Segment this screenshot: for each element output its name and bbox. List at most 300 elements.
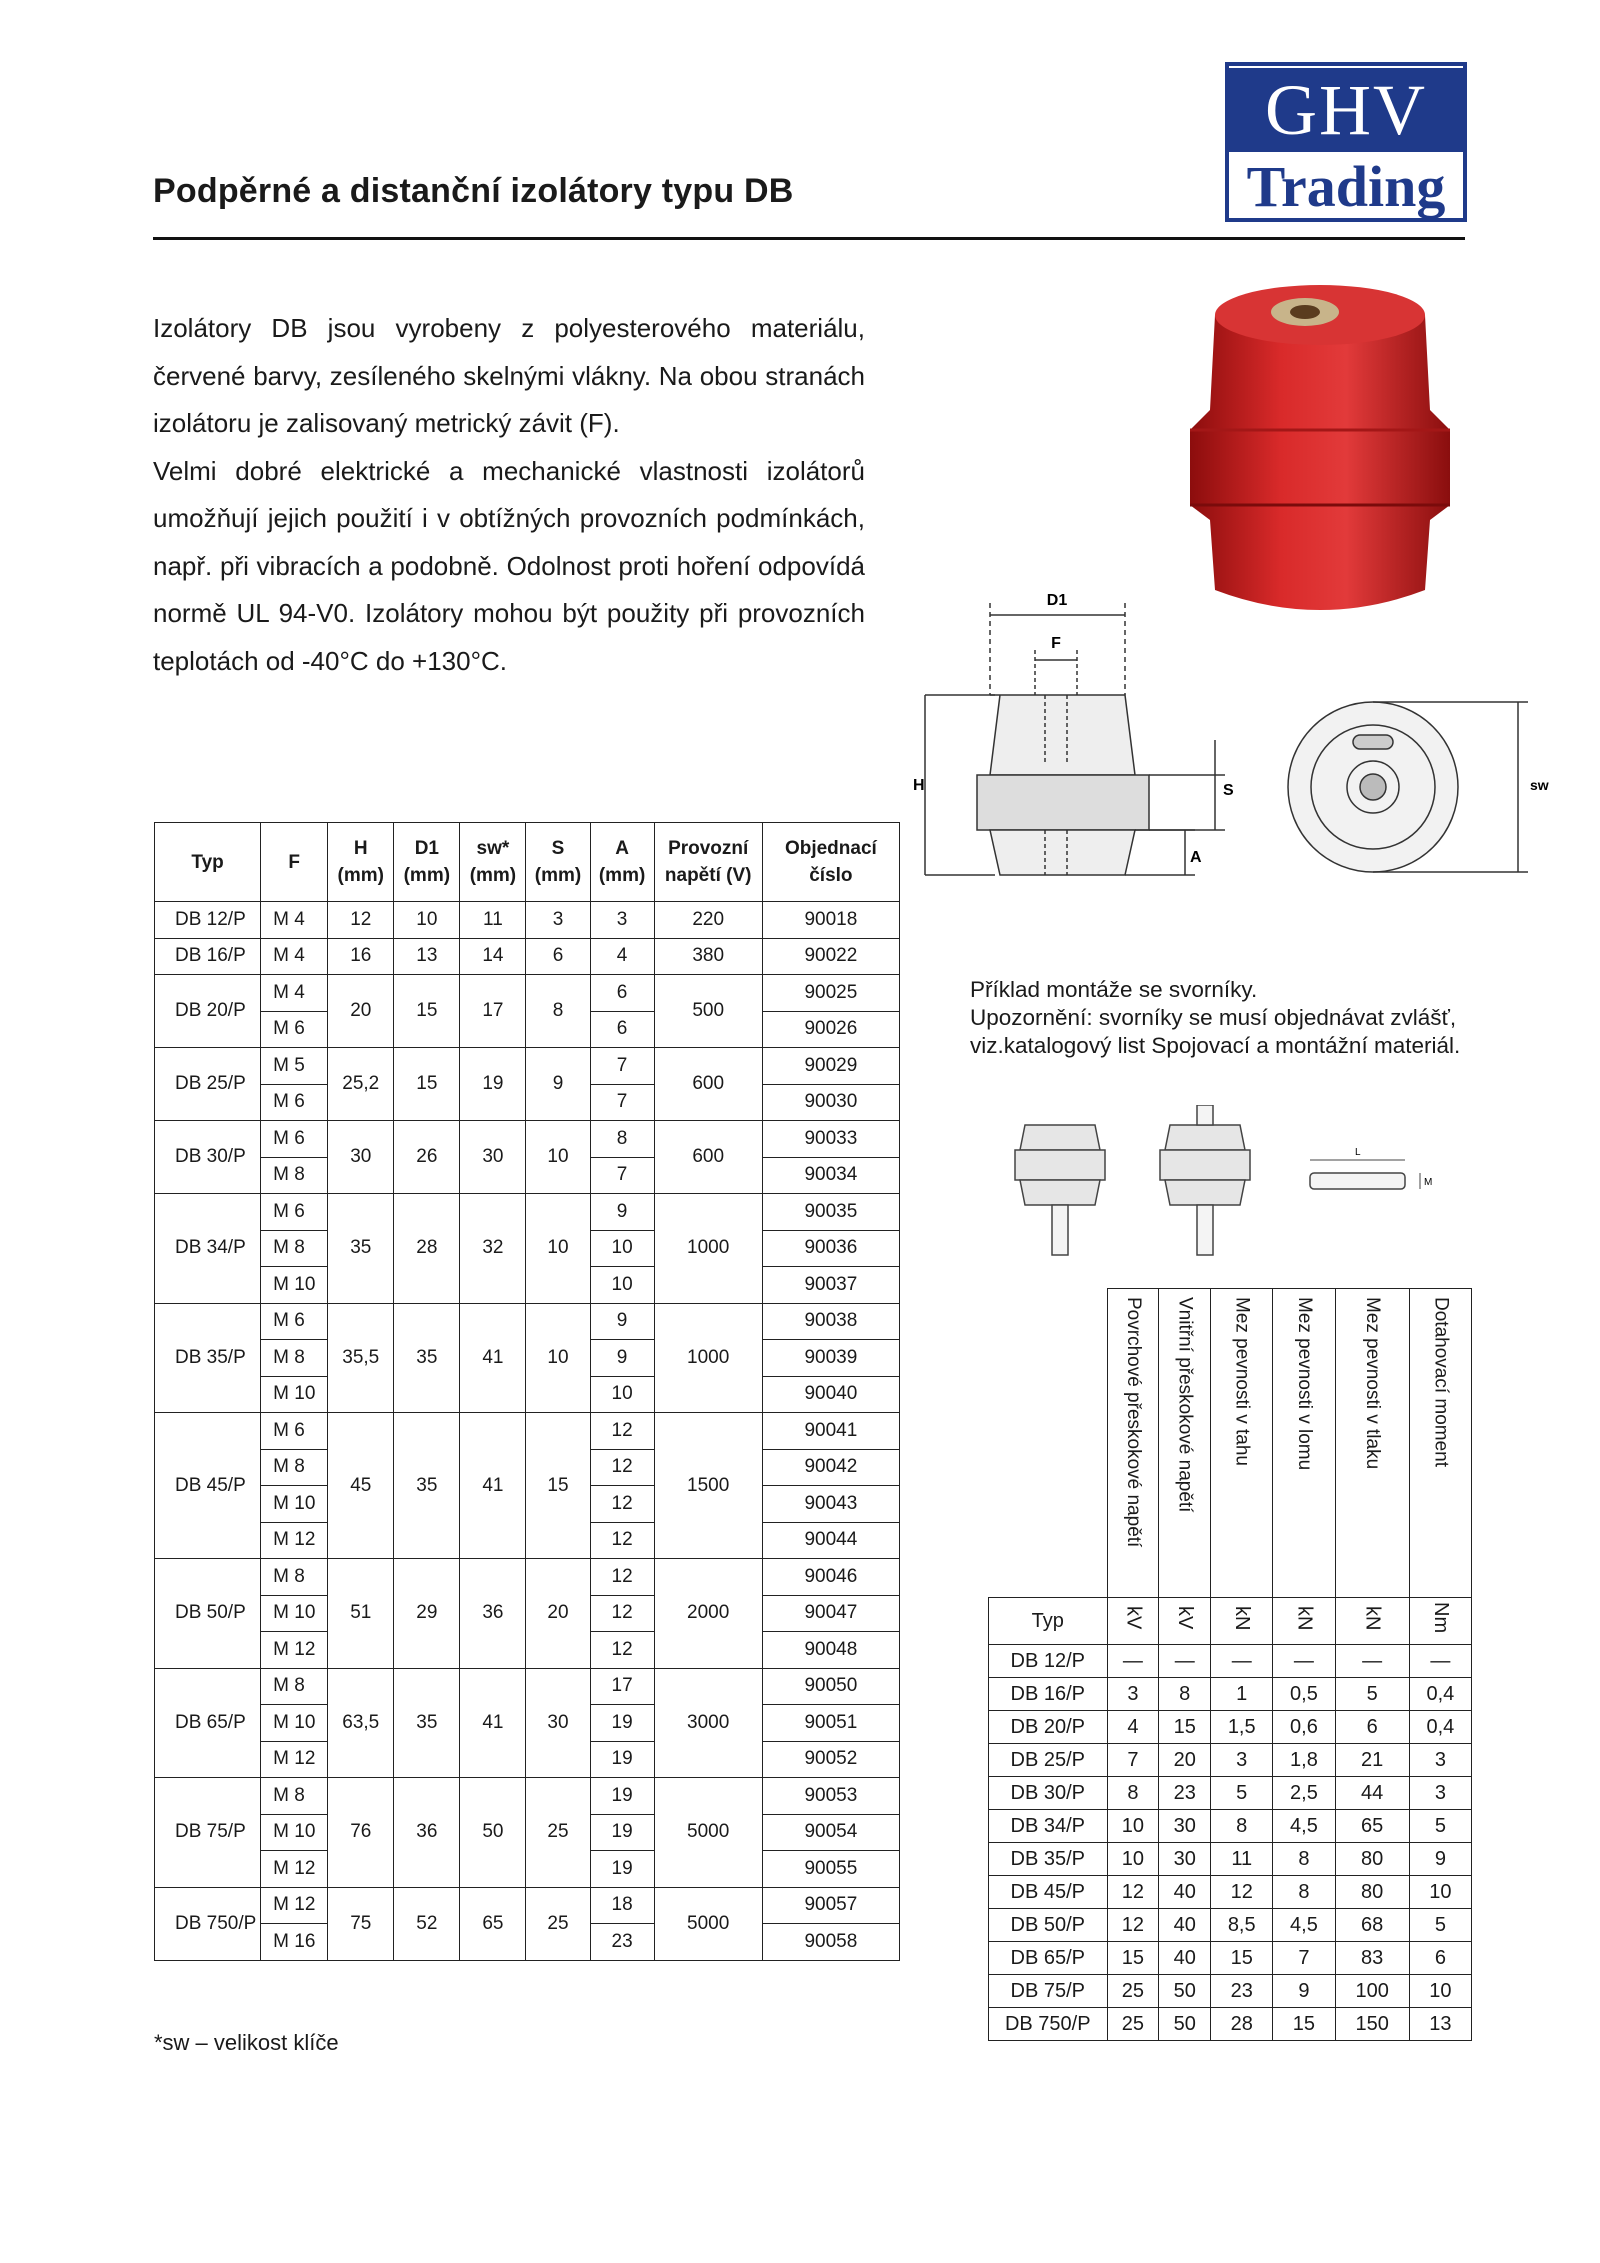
sec-cell-value: 23 — [1211, 1975, 1273, 2008]
cell-thread: M 6 — [261, 1303, 328, 1340]
sec-table-row — [989, 1810, 1472, 1843]
cell-a: 9 — [590, 1194, 654, 1231]
sec-cell-value: 8 — [1273, 1843, 1335, 1876]
cell-a: 8 — [590, 1121, 654, 1158]
bolt-label-m: M — [1424, 1177, 1433, 1188]
cell-order-number: 90057 — [762, 1887, 899, 1924]
cell-h: 16 — [328, 938, 394, 975]
table-row — [155, 938, 900, 975]
sec-cell-value: 0,4 — [1409, 1711, 1471, 1744]
cell-a: 6 — [590, 1011, 654, 1048]
sec-cell-value: — — [1335, 1645, 1409, 1678]
sec-cell-value: 8 — [1159, 1678, 1211, 1711]
sec-unit: kN — [1273, 1598, 1335, 1645]
cell-a: 12 — [590, 1632, 654, 1669]
bolt-label-l: L — [1355, 1147, 1361, 1158]
header-a: A (mm) — [590, 823, 654, 902]
cell-a: 4 — [590, 938, 654, 975]
cell-thread: M 6 — [261, 1121, 328, 1158]
cell-voltage: 380 — [654, 938, 762, 975]
cell-typ: DB 65/P — [155, 1668, 261, 1778]
cell-a: 6 — [590, 975, 654, 1012]
cell-a: 7 — [590, 1084, 654, 1121]
cell-h: 75 — [328, 1887, 394, 1960]
header-d1: D1 (mm) — [394, 823, 460, 902]
table-row — [155, 1048, 900, 1085]
cell-a: 12 — [590, 1486, 654, 1523]
cell-h: 20 — [328, 975, 394, 1048]
cell-order-number: 90058 — [762, 1924, 899, 1961]
sec-header-bending-strength: Mez pevnosti v lomu — [1273, 1289, 1335, 1598]
label-d1: D1 — [1046, 592, 1068, 609]
cell-typ: DB 45/P — [155, 1413, 261, 1559]
sec-cell-value: 15 — [1211, 1942, 1273, 1975]
cell-voltage: 220 — [654, 902, 762, 939]
cell-d1: 36 — [394, 1778, 460, 1888]
cell-thread: M 6 — [261, 1011, 328, 1048]
cell-thread: M 5 — [261, 1048, 328, 1085]
cell-d1: 15 — [394, 1048, 460, 1121]
sec-cell-value: 100 — [1335, 1975, 1409, 2008]
cell-thread: M 10 — [261, 1705, 328, 1742]
cell-h: 76 — [328, 1778, 394, 1888]
header-order-number: Objednací číslo — [762, 823, 899, 902]
cell-thread: M 12 — [261, 1851, 328, 1888]
cell-d1: 13 — [394, 938, 460, 975]
table-row — [155, 975, 900, 1012]
sec-header-internal-flashover: Vnitřní přeskokové napětí — [1159, 1289, 1211, 1598]
intro-paragraph-2: Velmi dobré elektrické a mechanické vlastnosti izolátorů umožňují jejich použití i v obtížných provozních podmínkách, např. při vibracích a podobně. Odolnost proti hoření odpovídá normě UL 94-V0. Izolátory mohou být použity při provozních teplotách od -40°C do +130°C. — [153, 455, 865, 676]
table-row — [155, 1778, 900, 1815]
sec-cell-value: 1 — [1211, 1678, 1273, 1711]
sec-cell-value: 1,5 — [1211, 1711, 1273, 1744]
cell-voltage: 600 — [654, 1048, 762, 1121]
label-h: H — [913, 777, 925, 794]
cell-a: 9 — [590, 1303, 654, 1340]
sec-cell-value: 6 — [1409, 1942, 1471, 1975]
top-view-drawing — [1268, 690, 1568, 890]
company-logo — [1225, 62, 1467, 222]
cell-a: 7 — [590, 1048, 654, 1085]
cell-thread: M 4 — [261, 975, 328, 1012]
sec-table-row — [989, 1744, 1472, 1777]
cell-sw: 11 — [460, 902, 526, 939]
sec-cell-value: 8 — [1273, 1876, 1335, 1909]
cell-order-number: 90039 — [762, 1340, 899, 1377]
cell-voltage: 500 — [654, 975, 762, 1048]
sec-cell-value: 83 — [1335, 1942, 1409, 1975]
cell-thread: M 8 — [261, 1559, 328, 1596]
sec-cell-typ: DB 35/P — [989, 1843, 1108, 1876]
cell-a: 17 — [590, 1668, 654, 1705]
cell-thread: M 10 — [261, 1267, 328, 1304]
cell-order-number: 90029 — [762, 1048, 899, 1085]
sec-cell-value: 15 — [1107, 1942, 1159, 1975]
cell-a: 10 — [590, 1230, 654, 1267]
sec-cell-value: 28 — [1211, 2008, 1273, 2041]
cell-order-number: 90034 — [762, 1157, 899, 1194]
cell-thread: M 10 — [261, 1376, 328, 1413]
sec-header-tightening-torque: Dotahovací moment — [1409, 1289, 1471, 1598]
header-voltage: Provozní napětí (V) — [654, 823, 762, 902]
table-row — [155, 1303, 900, 1340]
sec-cell-value: 5 — [1409, 1810, 1471, 1843]
sec-cell-value: 23 — [1159, 1777, 1211, 1810]
cell-order-number: 90040 — [762, 1376, 899, 1413]
sec-cell-value: 80 — [1335, 1843, 1409, 1876]
header-s: S (mm) — [526, 823, 590, 902]
sec-cell-value: 15 — [1159, 1711, 1211, 1744]
cell-d1: 15 — [394, 975, 460, 1048]
sec-cell-value: 0,4 — [1409, 1678, 1471, 1711]
cell-typ: DB 75/P — [155, 1778, 261, 1888]
cell-sw: 41 — [460, 1668, 526, 1778]
intro-text — [153, 305, 865, 685]
sec-cell-value: 0,6 — [1273, 1711, 1335, 1744]
sec-cell-value: 12 — [1107, 1876, 1159, 1909]
side-view-drawing — [905, 585, 1245, 895]
cell-order-number: 90035 — [762, 1194, 899, 1231]
sec-header-compressive-strength: Mez pevnosti v tlaku — [1335, 1289, 1409, 1598]
cell-thread: M 12 — [261, 1887, 328, 1924]
sec-cell-typ: DB 50/P — [989, 1909, 1108, 1942]
mounting-note-line-2: Upozornění: svorníky se musí objednávat zvlášť, — [970, 1005, 1457, 1030]
cell-a: 12 — [590, 1595, 654, 1632]
cell-d1: 10 — [394, 902, 460, 939]
sec-cell-value: 3 — [1409, 1744, 1471, 1777]
cell-a: 19 — [590, 1851, 654, 1888]
cell-h: 45 — [328, 1413, 394, 1559]
cell-thread: M 10 — [261, 1595, 328, 1632]
cell-s: 25 — [526, 1778, 590, 1888]
cell-a: 19 — [590, 1778, 654, 1815]
header-h: H (mm) — [328, 823, 394, 902]
cell-thread: M 10 — [261, 1486, 328, 1523]
cell-thread: M 10 — [261, 1814, 328, 1851]
sec-unit: kN — [1335, 1598, 1409, 1645]
sec-header-typ: Typ — [989, 1598, 1108, 1645]
sec-cell-value: 65 — [1335, 1810, 1409, 1843]
cell-d1: 52 — [394, 1887, 460, 1960]
cell-voltage: 1000 — [654, 1194, 762, 1304]
cell-voltage: 2000 — [654, 1559, 762, 1669]
sec-unit: kV — [1107, 1598, 1159, 1645]
sec-cell-value: 10 — [1409, 1876, 1471, 1909]
header-f: F — [261, 823, 328, 902]
page-title: Podpěrné a distanční izolátory typu DB — [153, 172, 794, 210]
sec-cell-value: — — [1211, 1645, 1273, 1678]
cell-h: 35 — [328, 1194, 394, 1304]
sec-cell-value: 3 — [1409, 1777, 1471, 1810]
cell-order-number: 90055 — [762, 1851, 899, 1888]
cell-voltage: 1000 — [654, 1303, 762, 1413]
cell-order-number: 90038 — [762, 1303, 899, 1340]
cell-thread: M 16 — [261, 1924, 328, 1961]
footnote: *sw – velikost klíče — [154, 2030, 339, 2055]
cell-order-number: 90033 — [762, 1121, 899, 1158]
sec-cell-value: 68 — [1335, 1909, 1409, 1942]
cell-s: 10 — [526, 1121, 590, 1194]
sec-cell-value: 30 — [1159, 1843, 1211, 1876]
cell-order-number: 90030 — [762, 1084, 899, 1121]
sec-table-row — [989, 1843, 1472, 1876]
cell-a: 3 — [590, 902, 654, 939]
sec-header-blank — [989, 1289, 1108, 1598]
cell-sw: 30 — [460, 1121, 526, 1194]
sec-cell-typ: DB 75/P — [989, 1975, 1108, 2008]
cell-a: 19 — [590, 1705, 654, 1742]
sec-cell-value: 25 — [1107, 1975, 1159, 2008]
sec-cell-value: 10 — [1107, 1843, 1159, 1876]
sec-cell-value: 8 — [1211, 1810, 1273, 1843]
cell-sw: 50 — [460, 1778, 526, 1888]
sec-cell-value: 8,5 — [1211, 1909, 1273, 1942]
table-row — [155, 1559, 900, 1596]
cell-thread: M 8 — [261, 1449, 328, 1486]
cell-s: 10 — [526, 1303, 590, 1413]
cell-thread: M 6 — [261, 1194, 328, 1231]
cell-s: 25 — [526, 1887, 590, 1960]
cell-thread: M 12 — [261, 1522, 328, 1559]
cell-thread: M 8 — [261, 1340, 328, 1377]
cell-h: 30 — [328, 1121, 394, 1194]
cell-sw: 36 — [460, 1559, 526, 1669]
cell-a: 9 — [590, 1340, 654, 1377]
cell-s: 9 — [526, 1048, 590, 1121]
sec-table-row — [989, 2008, 1472, 2041]
table-row — [155, 1413, 900, 1450]
cell-order-number: 90042 — [762, 1449, 899, 1486]
sec-unit-row — [989, 1598, 1472, 1645]
cell-s: 15 — [526, 1413, 590, 1559]
cell-voltage: 1500 — [654, 1413, 762, 1559]
cell-a: 12 — [590, 1413, 654, 1450]
cell-typ: DB 35/P — [155, 1303, 261, 1413]
sec-cell-typ: DB 30/P — [989, 1777, 1108, 1810]
sec-table-row — [989, 1777, 1472, 1810]
sec-cell-value: — — [1107, 1645, 1159, 1678]
sec-table-row — [989, 1942, 1472, 1975]
sec-table-row — [989, 1711, 1472, 1744]
cell-a: 12 — [590, 1449, 654, 1486]
cell-a: 12 — [590, 1522, 654, 1559]
sec-cell-value: 4,5 — [1273, 1909, 1335, 1942]
cell-typ: DB 25/P — [155, 1048, 261, 1121]
cell-order-number: 90025 — [762, 975, 899, 1012]
cell-h: 63,5 — [328, 1668, 394, 1778]
sec-cell-typ: DB 65/P — [989, 1942, 1108, 1975]
sec-cell-value: 12 — [1107, 1909, 1159, 1942]
sec-cell-value: 40 — [1159, 1942, 1211, 1975]
sec-table-row — [989, 1975, 1472, 2008]
cell-thread: M 8 — [261, 1668, 328, 1705]
cell-thread: M 8 — [261, 1778, 328, 1815]
cell-order-number: 90044 — [762, 1522, 899, 1559]
sec-cell-value: 15 — [1273, 2008, 1335, 2041]
label-a: A — [1190, 849, 1202, 866]
sec-cell-value: 21 — [1335, 1744, 1409, 1777]
cell-sw: 32 — [460, 1194, 526, 1304]
intro-paragraph-1: Izolátory DB jsou vyrobeny z polyesterového materiálu, červené barvy, zesíleného skelnými vlákny. Na obou stranách izolátoru je zalisovaný metrický závit (F). — [153, 313, 865, 438]
cell-typ: DB 50/P — [155, 1559, 261, 1669]
cell-a: 19 — [590, 1814, 654, 1851]
cell-thread: M 12 — [261, 1632, 328, 1669]
mounting-note-line-3: viz.katalogový list Spojovací a montážní materiál. — [970, 1033, 1461, 1058]
cell-thread: M 8 — [261, 1230, 328, 1267]
dimensions-table-body — [155, 902, 900, 1961]
cell-s: 3 — [526, 902, 590, 939]
mounting-illustration — [1010, 1105, 1450, 1265]
cell-typ: DB 34/P — [155, 1194, 261, 1304]
cell-d1: 29 — [394, 1559, 460, 1669]
table-row — [155, 902, 900, 939]
sec-cell-value: 6 — [1335, 1711, 1409, 1744]
cell-a: 10 — [590, 1267, 654, 1304]
sec-table-row — [989, 1645, 1472, 1678]
sec-cell-typ: DB 25/P — [989, 1744, 1108, 1777]
cell-s: 8 — [526, 975, 590, 1048]
cell-order-number: 90047 — [762, 1595, 899, 1632]
cell-a: 23 — [590, 1924, 654, 1961]
logo-text-top: GHV — [1229, 68, 1463, 152]
sec-cell-value: 40 — [1159, 1909, 1211, 1942]
sec-cell-value: 9 — [1273, 1975, 1335, 2008]
cell-voltage: 5000 — [654, 1778, 762, 1888]
cell-s: 10 — [526, 1194, 590, 1304]
cell-a: 18 — [590, 1887, 654, 1924]
cell-a: 10 — [590, 1376, 654, 1413]
cell-thread: M 6 — [261, 1413, 328, 1450]
cell-voltage: 5000 — [654, 1887, 762, 1960]
sec-cell-value: 3 — [1211, 1744, 1273, 1777]
cell-order-number: 90054 — [762, 1814, 899, 1851]
dimensions-table — [154, 822, 900, 1961]
sec-cell-typ: DB 750/P — [989, 2008, 1108, 2041]
cell-sw: 17 — [460, 975, 526, 1048]
sec-cell-value: 5 — [1335, 1678, 1409, 1711]
cell-order-number: 90037 — [762, 1267, 899, 1304]
sec-cell-value: 2,5 — [1273, 1777, 1335, 1810]
cell-typ: DB 20/P — [155, 975, 261, 1048]
sec-cell-value: 50 — [1159, 2008, 1211, 2041]
cell-thread: M 6 — [261, 1084, 328, 1121]
cell-d1: 35 — [394, 1668, 460, 1778]
cell-sw: 41 — [460, 1413, 526, 1559]
sec-cell-typ: DB 45/P — [989, 1876, 1108, 1909]
cell-thread: M 12 — [261, 1741, 328, 1778]
cell-order-number: 90050 — [762, 1668, 899, 1705]
sec-header-tensile-strength: Mez pevnosti v tahu — [1211, 1289, 1273, 1598]
title-divider — [153, 237, 1465, 240]
sec-cell-typ: DB 20/P — [989, 1711, 1108, 1744]
table-row — [155, 1194, 900, 1231]
sec-unit: kV — [1159, 1598, 1211, 1645]
header-sw: sw* (mm) — [460, 823, 526, 902]
electrical-mechanical-table-body — [989, 1289, 1472, 2041]
cell-s: 20 — [526, 1559, 590, 1669]
sec-cell-value: 10 — [1409, 1975, 1471, 2008]
cell-sw: 14 — [460, 938, 526, 975]
sec-table-row — [989, 1678, 1472, 1711]
cell-typ: DB 30/P — [155, 1121, 261, 1194]
sec-cell-value: 10 — [1107, 1810, 1159, 1843]
header-typ: Typ — [155, 823, 261, 902]
cell-thread: M 4 — [261, 938, 328, 975]
cell-typ: DB 750/P — [155, 1887, 261, 1960]
sec-cell-value: — — [1409, 1645, 1471, 1678]
sec-cell-value: 7 — [1107, 1744, 1159, 1777]
sec-cell-value: 11 — [1211, 1843, 1273, 1876]
cell-order-number: 90053 — [762, 1778, 899, 1815]
logo-text-bottom: Trading — [1246, 154, 1446, 219]
sec-cell-typ: DB 12/P — [989, 1645, 1108, 1678]
sec-cell-value: 7 — [1273, 1942, 1335, 1975]
mounting-note — [970, 976, 1510, 1060]
label-f: F — [1051, 635, 1061, 652]
cell-typ: DB 12/P — [155, 902, 261, 939]
insulator-photo — [1180, 270, 1460, 620]
sec-cell-value: 13 — [1409, 2008, 1471, 2041]
cell-order-number: 90046 — [762, 1559, 899, 1596]
cell-order-number: 90041 — [762, 1413, 899, 1450]
cell-sw: 41 — [460, 1303, 526, 1413]
cell-d1: 35 — [394, 1303, 460, 1413]
cell-d1: 28 — [394, 1194, 460, 1304]
electrical-mechanical-table — [988, 1288, 1472, 2041]
sec-cell-value: — — [1159, 1645, 1211, 1678]
cell-h: 35,5 — [328, 1303, 394, 1413]
sec-cell-value: 4,5 — [1273, 1810, 1335, 1843]
cell-s: 6 — [526, 938, 590, 975]
cell-sw: 19 — [460, 1048, 526, 1121]
sec-cell-value: 50 — [1159, 1975, 1211, 2008]
cell-typ: DB 16/P — [155, 938, 261, 975]
cell-thread: M 8 — [261, 1157, 328, 1194]
cell-h: 12 — [328, 902, 394, 939]
cell-order-number: 90052 — [762, 1741, 899, 1778]
sec-cell-value: 8 — [1107, 1777, 1159, 1810]
sec-cell-value: 25 — [1107, 2008, 1159, 2041]
sec-cell-typ: DB 34/P — [989, 1810, 1108, 1843]
cell-voltage: 600 — [654, 1121, 762, 1194]
sec-header-row — [989, 1289, 1472, 1598]
table-row — [155, 1668, 900, 1705]
sec-cell-value: 5 — [1409, 1909, 1471, 1942]
cell-order-number: 90043 — [762, 1486, 899, 1523]
sec-cell-value: 44 — [1335, 1777, 1409, 1810]
sec-cell-value: 150 — [1335, 2008, 1409, 2041]
sec-cell-value: 30 — [1159, 1810, 1211, 1843]
mounting-note-line-1: Příklad montáže se svorníky. — [970, 977, 1258, 1002]
sec-cell-value: 4 — [1107, 1711, 1159, 1744]
cell-d1: 26 — [394, 1121, 460, 1194]
cell-voltage: 3000 — [654, 1668, 762, 1778]
sec-cell-typ: DB 16/P — [989, 1678, 1108, 1711]
table-row — [155, 1121, 900, 1158]
cell-a: 19 — [590, 1741, 654, 1778]
sec-cell-value: 9 — [1409, 1843, 1471, 1876]
sec-unit: Nm — [1409, 1598, 1471, 1645]
sec-header-surface-flashover: Povrchové přeskokové napětí — [1107, 1289, 1159, 1598]
sec-cell-value: 1,8 — [1273, 1744, 1335, 1777]
sec-table-row — [989, 1876, 1472, 1909]
cell-sw: 65 — [460, 1887, 526, 1960]
sec-cell-value: 40 — [1159, 1876, 1211, 1909]
cell-order-number: 90036 — [762, 1230, 899, 1267]
cell-order-number: 90018 — [762, 902, 899, 939]
cell-d1: 35 — [394, 1413, 460, 1559]
sec-cell-value: 3 — [1107, 1678, 1159, 1711]
